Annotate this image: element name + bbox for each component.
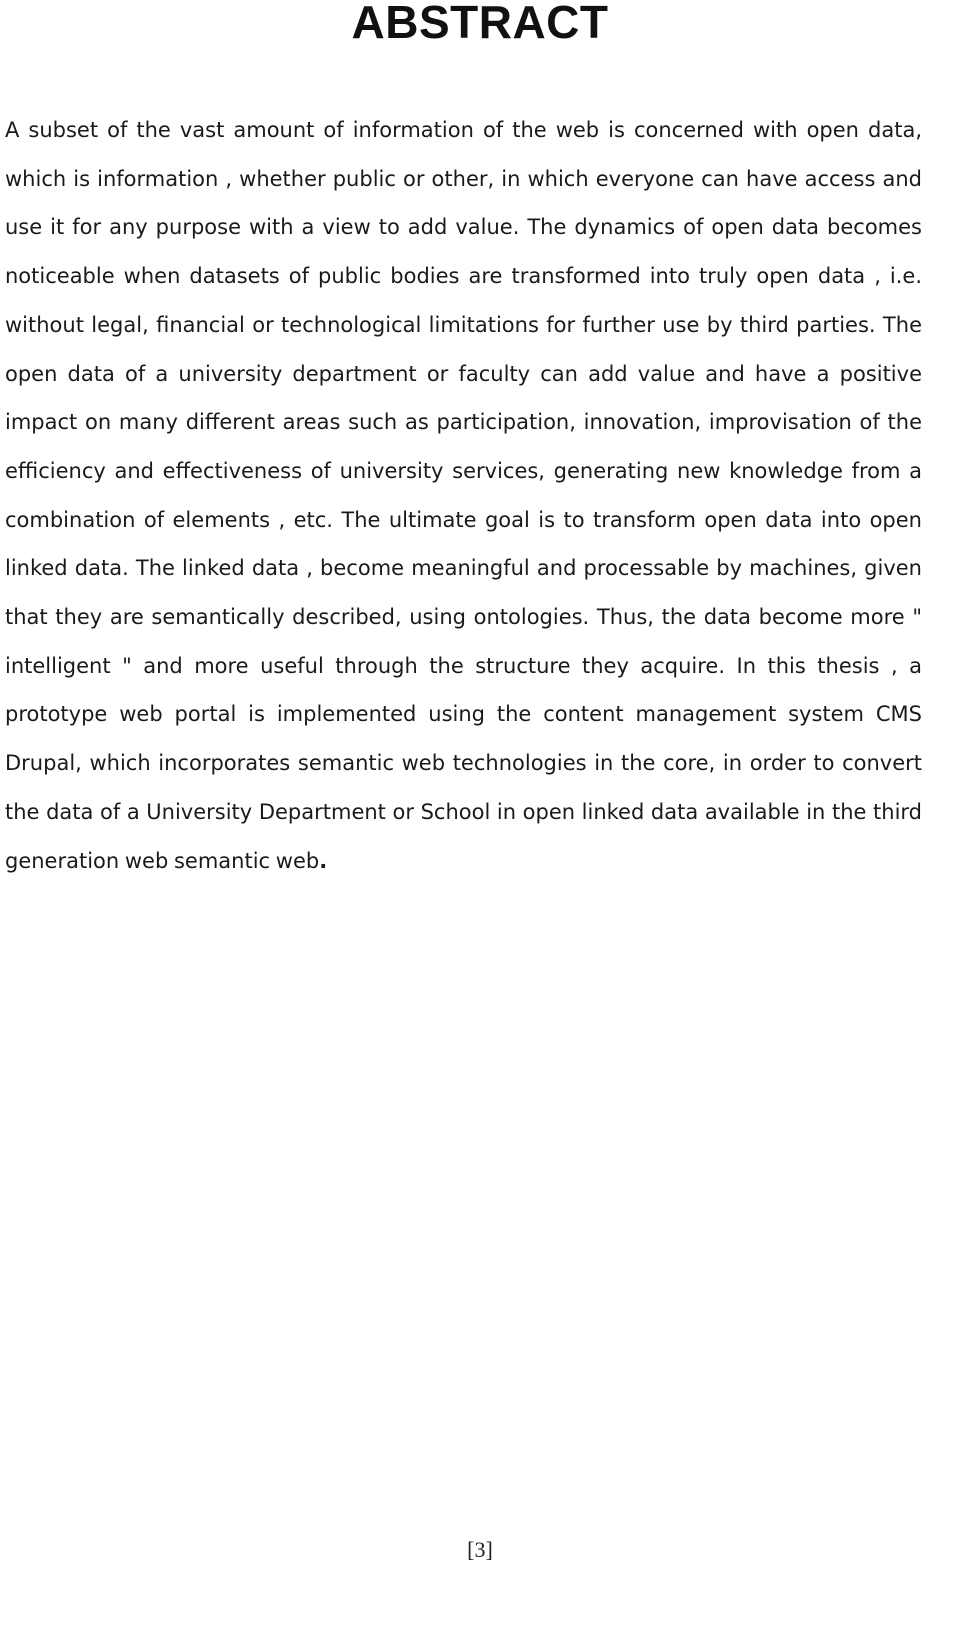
abstract-final-period: . — [319, 848, 328, 873]
abstract-text: A subset of the vast amount of information of the web is concerned with open data, which is information , whether public or other, in which everyone can have access and use it for any purpose with a view to add value. The dynamics of open data becomes noticeable when datasets of public bodies are transformed into truly open data , i.e. without legal, financial or technological limitations for further use by third parties. The open data of a university department or faculty can add value and have a positive impact on many different areas such as participation, innovation, improvisation of the efficiency and effectiveness of university services, generating new knowledge from a combination of elements , etc. The ultimate goal is to transform open data into open linked data. The linked data , become meaningful and processable by machines, given that they are semantically described, using ontologies. Thus, the data become more " intelligent " and more useful through the structure they acquire. In this thesis , a prototype web portal is implemented using the content management system CMS Drupal, which incorporates semantic web technologies in the core, in order to convert the data of a University Department or School in open linked data available in the third generation web semantic web — [5, 118, 922, 873]
page-title: ABSTRACT — [351, 0, 609, 48]
abstract-paragraph — [5, 106, 922, 885]
page-number: [3] — [467, 1537, 493, 1562]
